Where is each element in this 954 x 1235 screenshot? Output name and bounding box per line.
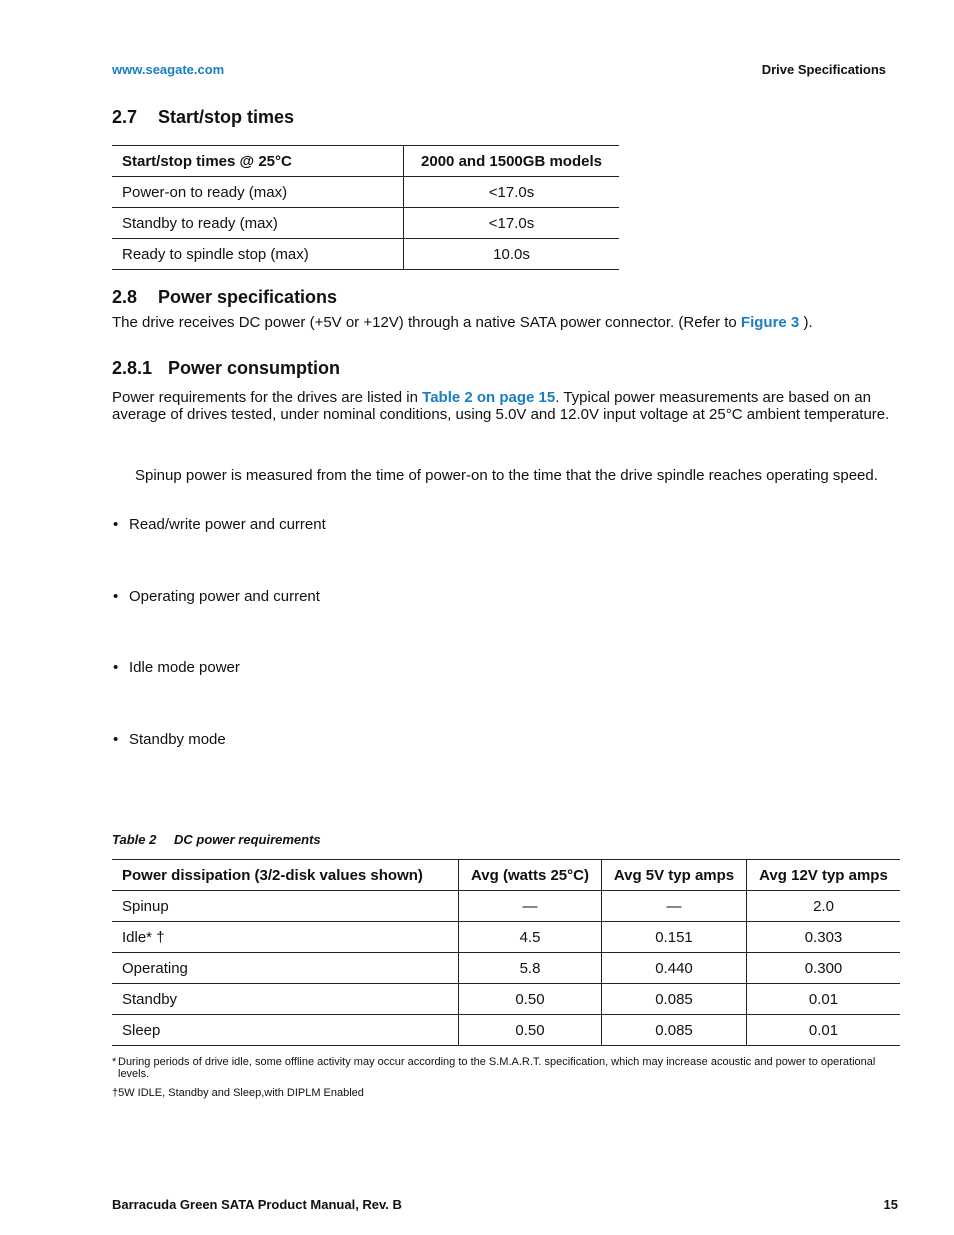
table-2-caption bbox=[112, 832, 321, 847]
table-cell: Power-on to ready (max) bbox=[112, 177, 404, 208]
section-title: Power consumption bbox=[168, 358, 341, 378]
section-2-8-1-heading bbox=[112, 358, 340, 379]
table-header-cell: Start/stop times @ 25°C bbox=[112, 146, 404, 177]
table-2-link[interactable]: Table 2 on page 15 bbox=[422, 389, 556, 406]
table-cell: 4.5 bbox=[459, 922, 602, 953]
table-cell: Standby bbox=[122, 990, 178, 1008]
dc-power-table bbox=[112, 859, 900, 1046]
table-row bbox=[112, 177, 619, 208]
bullet-item: • Read/write power and current bbox=[113, 516, 326, 533]
table-cell: 0.085 bbox=[602, 984, 747, 1015]
table-cell: 10.0s bbox=[493, 245, 530, 263]
table-header-cell: Avg 5V typ amps bbox=[602, 860, 747, 891]
table-row bbox=[112, 1015, 900, 1046]
spinup-note: Spinup power is measured from the time of power-on to the time that the drive spindle reaches operating speed. bbox=[135, 467, 878, 484]
section-title: Power specifications bbox=[158, 287, 338, 307]
table-cell: Ready to spindle stop (max) bbox=[112, 239, 404, 270]
bullet-text: Operating power and current bbox=[129, 588, 320, 605]
table-header-row bbox=[112, 860, 900, 891]
bullet-text: Read/write power and current bbox=[129, 516, 326, 533]
section-number: 2.7 bbox=[112, 107, 138, 127]
paragraph-text: . Typical power measurements are based on an average of drives tested, under nominal conditions, using 5.0V and 12.0V input voltage at 25°C ambient temperature. bbox=[112, 389, 890, 423]
table-cell: Spinup bbox=[122, 897, 169, 915]
table-cell: 5.8 bbox=[459, 953, 602, 984]
bullet-item: • Idle mode power bbox=[113, 659, 240, 676]
footnote-mark: * bbox=[112, 1056, 117, 1068]
table-header-row bbox=[112, 146, 619, 177]
table-cell: 0.50 bbox=[459, 1015, 602, 1046]
table-cell: 2.0 bbox=[747, 891, 901, 922]
table-cell: 0.300 bbox=[747, 953, 901, 984]
table-cell: 0.151 bbox=[602, 922, 747, 953]
table-header-cell: Avg 12V typ amps bbox=[747, 860, 901, 891]
table-cell: 0.01 bbox=[747, 1015, 901, 1046]
power-spec-paragraph bbox=[112, 314, 902, 331]
section-2-8-heading bbox=[112, 287, 337, 308]
figure-3-link[interactable]: Figure 3 bbox=[740, 314, 800, 331]
table-title: DC power requirements bbox=[174, 832, 321, 847]
header-website-link[interactable]: www.seagate.com bbox=[112, 62, 225, 77]
footnote-idle bbox=[112, 1056, 902, 1080]
table-cell: Sleep bbox=[122, 1021, 161, 1039]
table-cell: 0.085 bbox=[602, 1015, 747, 1046]
table-row bbox=[112, 208, 619, 239]
table-cell: — bbox=[459, 891, 602, 922]
start-stop-times-table bbox=[112, 145, 619, 270]
footnote-diplm: †5W IDLE, Standby and Sleep,with DIPLM Enabled bbox=[112, 1087, 364, 1099]
table-row bbox=[112, 922, 900, 953]
footer-manual-title: Barracuda Green SATA Product Manual, Rev. B bbox=[112, 1197, 402, 1212]
table-cell: Standby to ready (max) bbox=[112, 208, 404, 239]
section-number: 2.8.1 bbox=[112, 358, 153, 378]
table-row bbox=[112, 239, 619, 270]
table-cell: 0.50 bbox=[459, 984, 602, 1015]
table-cell: 0.303 bbox=[747, 922, 901, 953]
power-consumption-paragraph bbox=[112, 389, 902, 423]
table-cell: <17.0s bbox=[488, 214, 535, 232]
paragraph-text: The drive receives DC power (+5V or +12V) through a native SATA power connector. (Refer to bbox=[112, 314, 741, 331]
paragraph-text: Power requirements for the drives are listed in bbox=[112, 389, 423, 406]
table-cell: <17.0s bbox=[488, 183, 535, 201]
table-cell: 0.01 bbox=[747, 984, 901, 1015]
bullet-item: • Standby mode bbox=[113, 731, 226, 748]
section-2-7-heading bbox=[112, 107, 294, 128]
table-row bbox=[112, 953, 900, 984]
section-number: 2.8 bbox=[112, 287, 138, 307]
table-cell: 0.440 bbox=[602, 953, 747, 984]
section-title: Start/stop times bbox=[158, 107, 295, 127]
table-cell: Operating bbox=[122, 959, 188, 977]
table-header-cell: Avg (watts 25°C) bbox=[459, 860, 602, 891]
bullet-text: Idle mode power bbox=[129, 659, 240, 676]
table-cell: Idle* † bbox=[122, 928, 165, 946]
footnote-text: During periods of drive idle, some offline activity may occur according to the S.M.A.R.T. specification, which may increase acoustic and power to operational levels. bbox=[118, 1056, 876, 1080]
table-header-cell: Power dissipation (3/2-disk values shown) bbox=[122, 866, 423, 884]
table-row bbox=[112, 891, 900, 922]
header-section-title: Drive Specifications bbox=[761, 62, 886, 77]
table-header-cell: 2000 and 1500GB models bbox=[421, 152, 602, 170]
table-cell: — bbox=[602, 891, 747, 922]
page-number: 15 bbox=[883, 1197, 898, 1212]
bullet-item: • Operating power and current bbox=[113, 588, 320, 605]
paragraph-text: ). bbox=[799, 314, 813, 331]
table-number: Table 2 bbox=[112, 832, 157, 847]
table-row bbox=[112, 984, 900, 1015]
bullet-text: Standby mode bbox=[129, 731, 226, 748]
